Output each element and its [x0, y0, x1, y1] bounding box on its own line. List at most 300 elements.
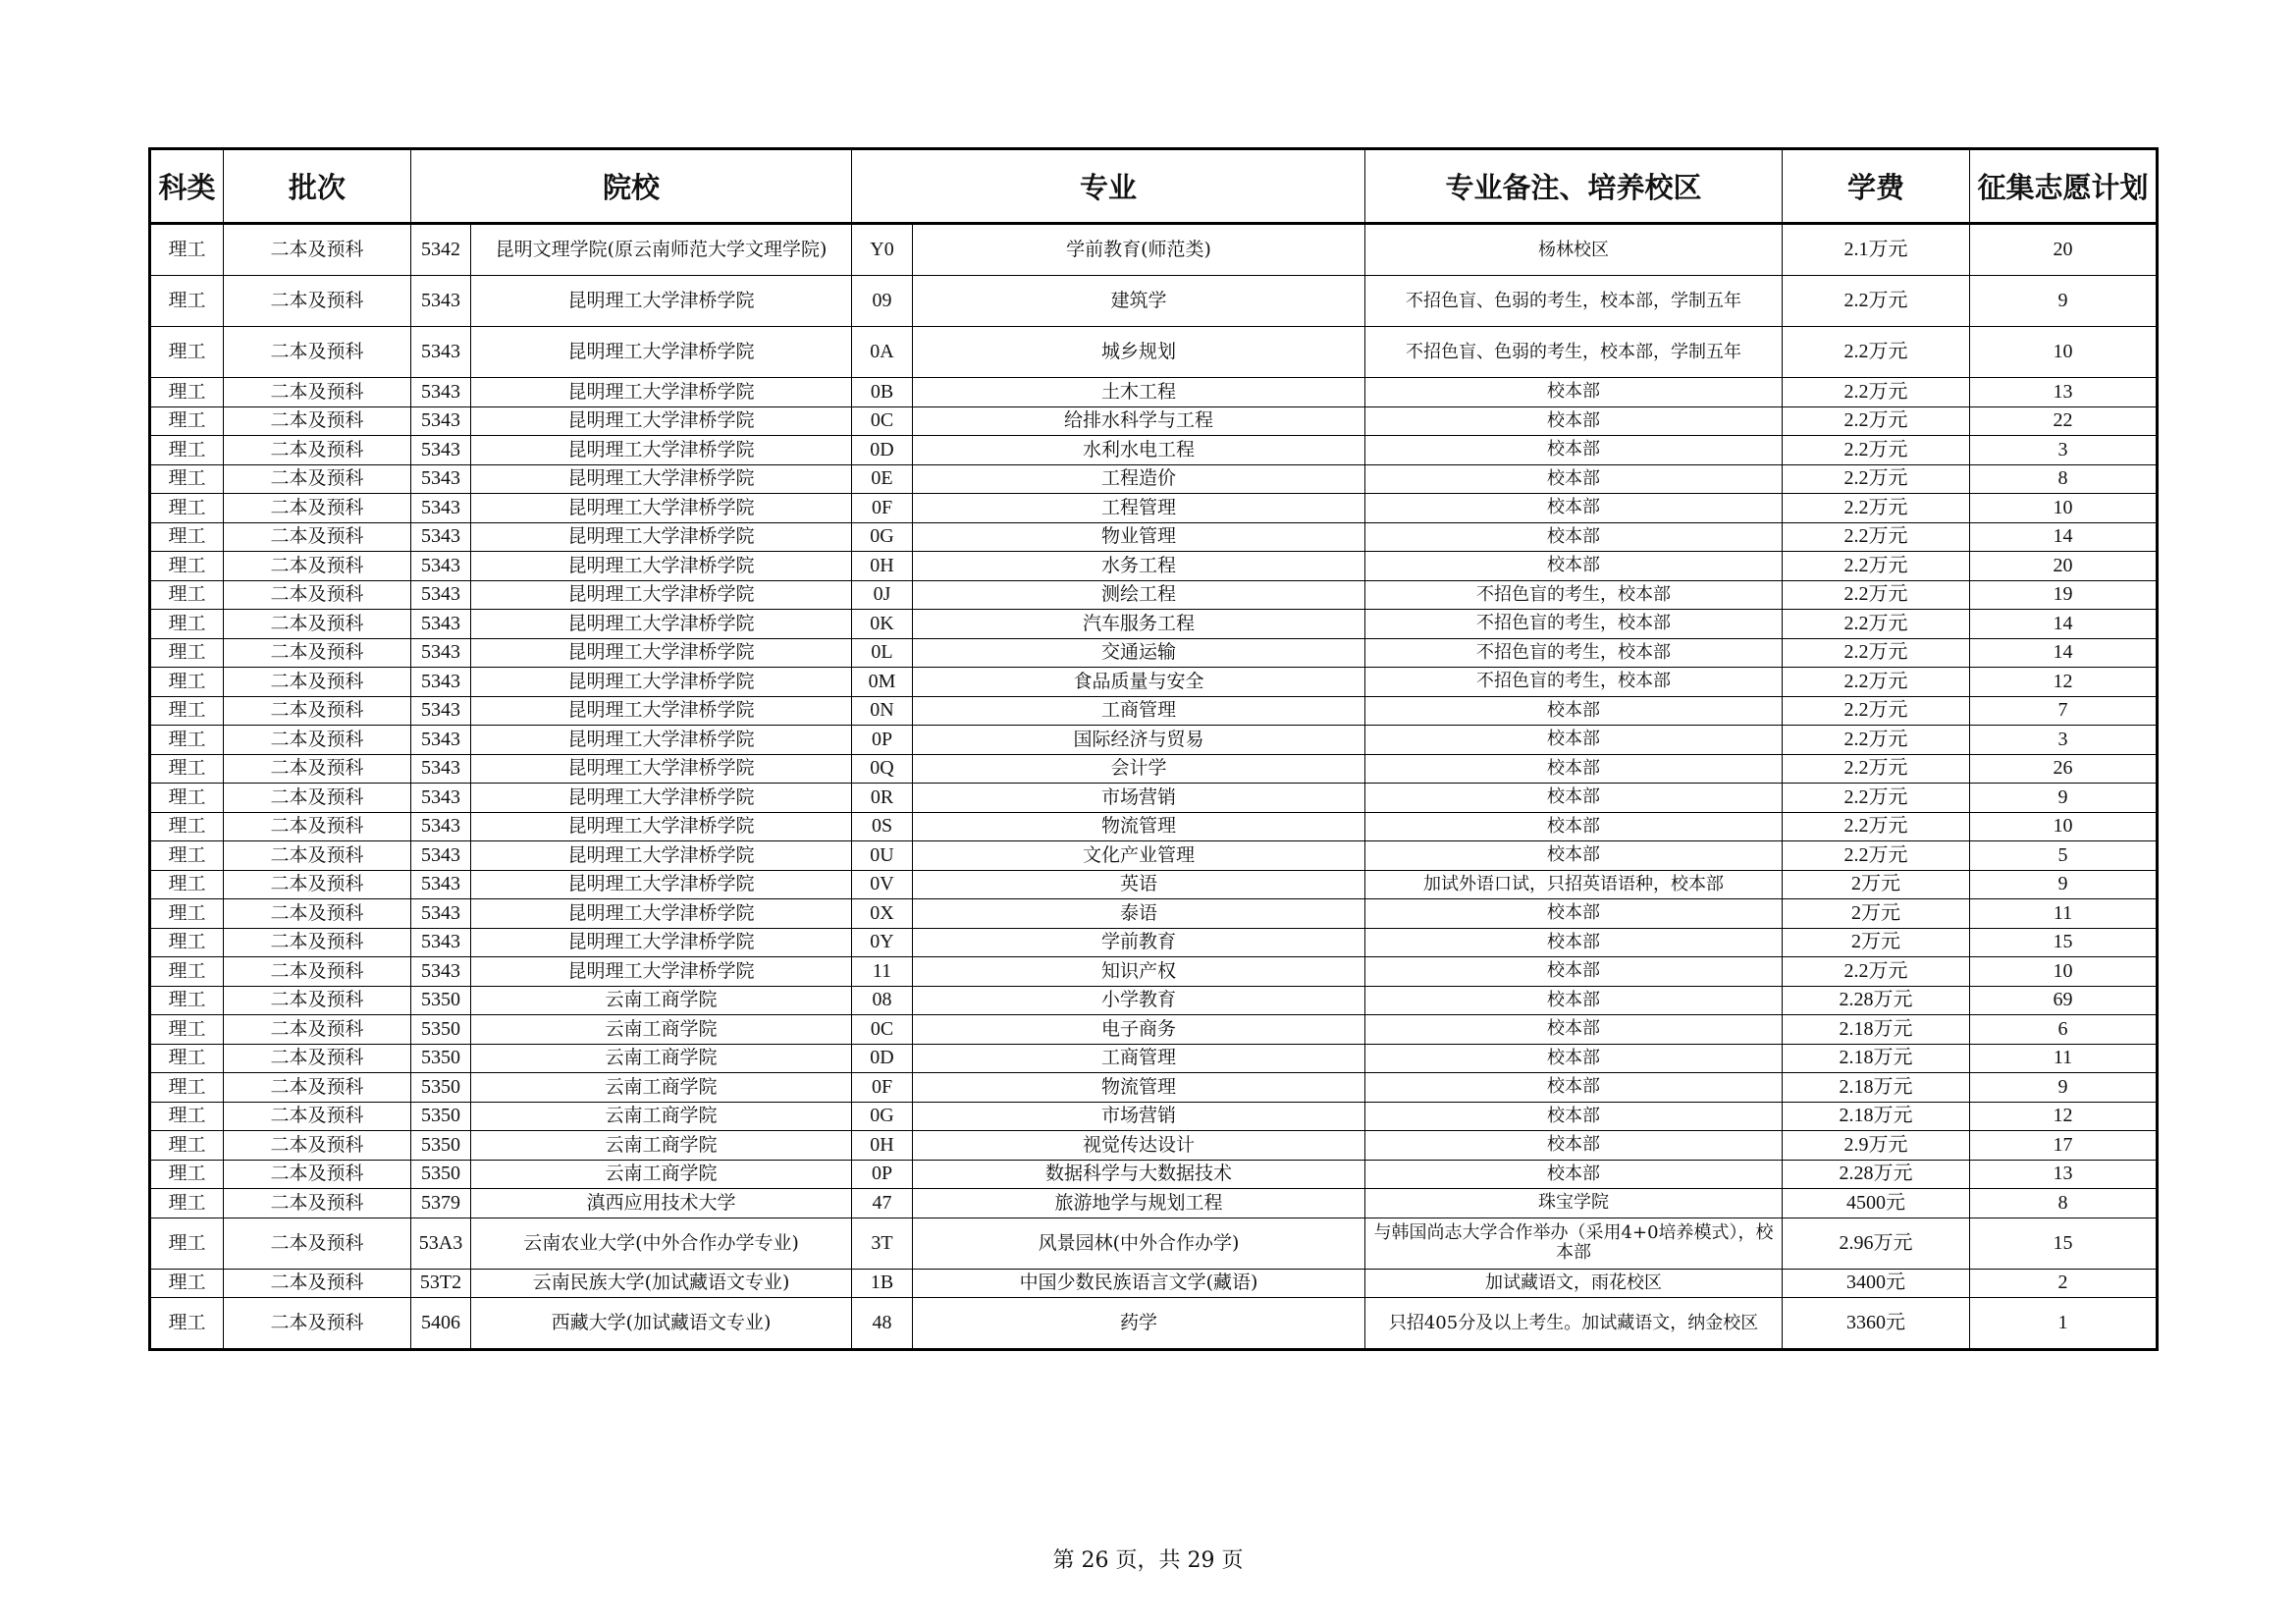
plan-count-cell: 69 [1970, 986, 2158, 1015]
major-code-cell: 0V [852, 870, 913, 899]
school-name-cell: 滇西应用技术大学 [471, 1189, 852, 1218]
table-row [150, 1160, 2158, 1189]
major-note-cell: 校本部 [1365, 464, 1783, 494]
batch-cell: 二本及预科 [224, 1160, 411, 1189]
school-code-cell: 5350 [411, 1102, 471, 1131]
header-row [150, 149, 2158, 224]
school-code-cell: 5343 [411, 696, 471, 726]
batch-cell: 二本及预科 [224, 726, 411, 755]
category-cell: 理工 [150, 1160, 224, 1189]
table-row [150, 957, 2158, 987]
school-name-cell: 云南工商学院 [471, 1044, 852, 1073]
batch-cell: 二本及预科 [224, 1269, 411, 1298]
batch-cell: 二本及预科 [224, 494, 411, 523]
major-note-cell: 不招色盲的考生，校本部 [1365, 668, 1783, 697]
table-row [150, 1131, 2158, 1161]
plan-count-cell: 14 [1970, 522, 2158, 552]
major-name-cell: 物业管理 [913, 522, 1365, 552]
tuition-cell: 2.28万元 [1783, 986, 1970, 1015]
plan-count-cell: 1 [1970, 1298, 2158, 1350]
major-name-cell: 汽车服务工程 [913, 610, 1365, 639]
major-name-cell: 建筑学 [913, 276, 1365, 327]
table-row [150, 494, 2158, 523]
tuition-cell: 2.2万元 [1783, 957, 1970, 987]
plan-count-cell: 5 [1970, 841, 2158, 871]
tuition-cell: 3400元 [1783, 1269, 1970, 1298]
table-row [150, 1269, 2158, 1298]
table-row [150, 812, 2158, 841]
plan-count-cell: 9 [1970, 1073, 2158, 1103]
school-name-cell: 昆明理工大学津桥学院 [471, 726, 852, 755]
plan-count-cell: 8 [1970, 464, 2158, 494]
tuition-cell: 2.2万元 [1783, 522, 1970, 552]
major-code-cell: 0A [852, 327, 913, 378]
batch-cell: 二本及预科 [224, 899, 411, 929]
major-name-cell: 测绘工程 [913, 580, 1365, 610]
major-name-cell: 市场营销 [913, 784, 1365, 813]
plan-count-cell: 17 [1970, 1131, 2158, 1161]
table-row [150, 552, 2158, 581]
batch-cell: 二本及预科 [224, 1189, 411, 1218]
major-code-cell: 0J [852, 580, 913, 610]
major-note-cell: 校本部 [1365, 406, 1783, 436]
major-note-cell: 校本部 [1365, 696, 1783, 726]
major-note-cell: 加试外语口试，只招英语语种，校本部 [1365, 870, 1783, 899]
category-cell: 理工 [150, 436, 224, 465]
major-code-cell: 0D [852, 1044, 913, 1073]
major-name-cell: 泰语 [913, 899, 1365, 929]
school-code-cell: 5343 [411, 436, 471, 465]
table-row [150, 899, 2158, 929]
table-row [150, 1015, 2158, 1045]
major-name-cell: 物流管理 [913, 1073, 1365, 1103]
plan-count-cell: 11 [1970, 899, 2158, 929]
major-name-cell: 中国少数民族语言文学(藏语) [913, 1269, 1365, 1298]
plan-count-cell: 13 [1970, 1160, 2158, 1189]
major-note-cell: 校本部 [1365, 754, 1783, 784]
category-cell: 理工 [150, 327, 224, 378]
batch-cell: 二本及预科 [224, 696, 411, 726]
tuition-cell: 2.18万元 [1783, 1044, 1970, 1073]
table-body [150, 224, 2158, 1350]
major-note-cell: 珠宝学院 [1365, 1189, 1783, 1218]
school-name-cell: 昆明理工大学津桥学院 [471, 899, 852, 929]
school-code-cell: 5343 [411, 668, 471, 697]
category-cell: 理工 [150, 726, 224, 755]
major-name-cell: 市场营销 [913, 1102, 1365, 1131]
table-row [150, 928, 2158, 957]
tuition-cell: 2.2万元 [1783, 668, 1970, 697]
school-code-cell: 5379 [411, 1189, 471, 1218]
major-name-cell: 电子商务 [913, 1015, 1365, 1045]
category-cell: 理工 [150, 1131, 224, 1161]
major-code-cell: 0E [852, 464, 913, 494]
major-code-cell: 0P [852, 1160, 913, 1189]
tuition-cell: 2.2万元 [1783, 638, 1970, 668]
major-code-cell: 47 [852, 1189, 913, 1218]
school-name-cell: 昆明理工大学津桥学院 [471, 464, 852, 494]
school-name-cell: 昆明理工大学津桥学院 [471, 406, 852, 436]
tuition-cell: 2.2万元 [1783, 327, 1970, 378]
school-name-cell: 昆明理工大学津桥学院 [471, 784, 852, 813]
category-cell: 理工 [150, 1044, 224, 1073]
category-cell: 理工 [150, 1102, 224, 1131]
tuition-cell: 2.2万元 [1783, 812, 1970, 841]
category-cell: 理工 [150, 638, 224, 668]
major-note-cell: 校本部 [1365, 1015, 1783, 1045]
major-name-cell: 学前教育(师范类) [913, 224, 1365, 276]
plan-count-cell: 9 [1970, 870, 2158, 899]
tuition-cell: 2.2万元 [1783, 552, 1970, 581]
major-name-cell: 风景园林(中外合作办学) [913, 1218, 1365, 1269]
table-row [150, 436, 2158, 465]
major-note-cell: 杨林校区 [1365, 224, 1783, 276]
school-code-cell: 5343 [411, 464, 471, 494]
major-note-cell: 校本部 [1365, 1160, 1783, 1189]
major-note-cell: 校本部 [1365, 552, 1783, 581]
page-number: 第 26 页，共 29 页 [1052, 1548, 1244, 1573]
table-row [150, 327, 2158, 378]
major-code-cell: 0G [852, 1102, 913, 1131]
major-note-cell: 加试藏语文，雨花校区 [1365, 1269, 1783, 1298]
school-name-cell: 云南工商学院 [471, 1015, 852, 1045]
major-code-cell: 09 [852, 276, 913, 327]
tuition-cell: 2万元 [1783, 928, 1970, 957]
tuition-cell: 2.2万元 [1783, 494, 1970, 523]
table-row [150, 638, 2158, 668]
tuition-cell: 2.2万元 [1783, 406, 1970, 436]
major-name-cell: 视觉传达设计 [913, 1131, 1365, 1161]
major-code-cell: 0N [852, 696, 913, 726]
category-cell: 理工 [150, 1015, 224, 1045]
plan-count-cell: 19 [1970, 580, 2158, 610]
plan-count-cell: 10 [1970, 957, 2158, 987]
school-code-cell: 5343 [411, 726, 471, 755]
school-name-cell: 昆明理工大学津桥学院 [471, 754, 852, 784]
header-fee: 学费 [1783, 149, 1970, 224]
plan-count-cell: 12 [1970, 1102, 2158, 1131]
plan-count-cell: 15 [1970, 1218, 2158, 1269]
batch-cell: 二本及预科 [224, 464, 411, 494]
category-cell: 理工 [150, 668, 224, 697]
plan-count-cell: 20 [1970, 552, 2158, 581]
table-row [150, 1044, 2158, 1073]
batch-cell: 二本及预科 [224, 1298, 411, 1350]
major-code-cell: 0L [852, 638, 913, 668]
batch-cell: 二本及预科 [224, 378, 411, 407]
school-code-cell: 5350 [411, 1044, 471, 1073]
batch-cell: 二本及预科 [224, 928, 411, 957]
school-code-cell: 5343 [411, 784, 471, 813]
tuition-cell: 2.2万元 [1783, 841, 1970, 871]
tuition-cell: 2.2万元 [1783, 754, 1970, 784]
major-name-cell: 交通运输 [913, 638, 1365, 668]
enrollment-plan-table [148, 147, 2159, 1351]
major-code-cell: Y0 [852, 224, 913, 276]
major-note-cell: 不招色盲的考生，校本部 [1365, 638, 1783, 668]
school-name-cell: 昆明理工大学津桥学院 [471, 957, 852, 987]
header-category: 科类 [150, 149, 224, 224]
major-note-cell: 不招色盲的考生，校本部 [1365, 610, 1783, 639]
table-row [150, 1073, 2158, 1103]
major-note-cell: 校本部 [1365, 1073, 1783, 1103]
category-cell: 理工 [150, 1073, 224, 1103]
major-note-cell: 校本部 [1365, 899, 1783, 929]
tuition-cell: 2万元 [1783, 899, 1970, 929]
school-code-cell: 5343 [411, 494, 471, 523]
header-note: 专业备注、培养校区 [1365, 149, 1783, 224]
tuition-cell: 4500元 [1783, 1189, 1970, 1218]
school-name-cell: 云南工商学院 [471, 1131, 852, 1161]
major-note-cell: 校本部 [1365, 928, 1783, 957]
table-row [150, 1189, 2158, 1218]
major-note-cell: 与韩国尚志大学合作举办（采用4+0培养模式），校本部 [1365, 1218, 1783, 1269]
tuition-cell: 2.1万元 [1783, 224, 1970, 276]
plan-count-cell: 10 [1970, 494, 2158, 523]
category-cell: 理工 [150, 870, 224, 899]
school-code-cell: 5343 [411, 378, 471, 407]
plan-count-cell: 26 [1970, 754, 2158, 784]
category-cell: 理工 [150, 1298, 224, 1350]
school-code-cell: 5343 [411, 522, 471, 552]
tuition-cell: 2万元 [1783, 870, 1970, 899]
major-note-cell: 校本部 [1365, 436, 1783, 465]
major-name-cell: 英语 [913, 870, 1365, 899]
school-name-cell: 昆明理工大学津桥学院 [471, 276, 852, 327]
school-code-cell: 5343 [411, 841, 471, 871]
major-note-cell: 校本部 [1365, 957, 1783, 987]
school-code-cell: 5350 [411, 986, 471, 1015]
major-name-cell: 工商管理 [913, 1044, 1365, 1073]
plan-count-cell: 9 [1970, 784, 2158, 813]
category-cell: 理工 [150, 754, 224, 784]
tuition-cell: 2.18万元 [1783, 1102, 1970, 1131]
major-name-cell: 物流管理 [913, 812, 1365, 841]
major-note-cell: 校本部 [1365, 522, 1783, 552]
batch-cell: 二本及预科 [224, 1073, 411, 1103]
major-name-cell: 旅游地学与规划工程 [913, 1189, 1365, 1218]
school-code-cell: 5343 [411, 610, 471, 639]
major-name-cell: 数据科学与大数据技术 [913, 1160, 1365, 1189]
major-name-cell: 工程管理 [913, 494, 1365, 523]
table-row [150, 726, 2158, 755]
major-note-cell: 校本部 [1365, 494, 1783, 523]
header-school: 院校 [411, 149, 852, 224]
category-cell: 理工 [150, 957, 224, 987]
plan-count-cell: 14 [1970, 638, 2158, 668]
school-name-cell: 云南农业大学(中外合作办学专业) [471, 1218, 852, 1269]
school-name-cell: 昆明理工大学津桥学院 [471, 812, 852, 841]
batch-cell: 二本及预科 [224, 986, 411, 1015]
batch-cell: 二本及预科 [224, 327, 411, 378]
plan-count-cell: 10 [1970, 327, 2158, 378]
school-name-cell: 昆明理工大学津桥学院 [471, 552, 852, 581]
major-code-cell: 1B [852, 1269, 913, 1298]
school-code-cell: 5343 [411, 580, 471, 610]
batch-cell: 二本及预科 [224, 841, 411, 871]
batch-cell: 二本及预科 [224, 610, 411, 639]
major-code-cell: 0P [852, 726, 913, 755]
school-name-cell: 昆明理工大学津桥学院 [471, 610, 852, 639]
major-code-cell: 0H [852, 1131, 913, 1161]
major-note-cell: 校本部 [1365, 726, 1783, 755]
plan-count-cell: 12 [1970, 668, 2158, 697]
tuition-cell: 2.96万元 [1783, 1218, 1970, 1269]
plan-count-cell: 2 [1970, 1269, 2158, 1298]
plan-count-cell: 15 [1970, 928, 2158, 957]
plan-count-cell: 7 [1970, 696, 2158, 726]
school-name-cell: 云南工商学院 [471, 1102, 852, 1131]
school-name-cell: 昆明理工大学津桥学院 [471, 378, 852, 407]
school-code-cell: 5406 [411, 1298, 471, 1350]
table-row [150, 378, 2158, 407]
major-note-cell: 校本部 [1365, 784, 1783, 813]
major-name-cell: 学前教育 [913, 928, 1365, 957]
school-code-cell: 5343 [411, 928, 471, 957]
plan-count-cell: 3 [1970, 726, 2158, 755]
school-code-cell: 53A3 [411, 1218, 471, 1269]
plan-count-cell: 14 [1970, 610, 2158, 639]
batch-cell: 二本及预科 [224, 522, 411, 552]
major-code-cell: 0R [852, 784, 913, 813]
major-code-cell: 0M [852, 668, 913, 697]
table-row [150, 1298, 2158, 1350]
table-row [150, 406, 2158, 436]
major-name-cell: 工商管理 [913, 696, 1365, 726]
table-row [150, 668, 2158, 697]
school-code-cell: 5343 [411, 327, 471, 378]
plan-count-cell: 3 [1970, 436, 2158, 465]
category-cell: 理工 [150, 928, 224, 957]
tuition-cell: 2.2万元 [1783, 784, 1970, 813]
major-code-cell: 0D [852, 436, 913, 465]
major-code-cell: 08 [852, 986, 913, 1015]
category-cell: 理工 [150, 696, 224, 726]
school-code-cell: 5343 [411, 638, 471, 668]
major-name-cell: 水利水电工程 [913, 436, 1365, 465]
major-code-cell: 0B [852, 378, 913, 407]
category-cell: 理工 [150, 610, 224, 639]
major-code-cell: 0U [852, 841, 913, 871]
table-row [150, 276, 2158, 327]
school-name-cell: 云南工商学院 [471, 1160, 852, 1189]
tuition-cell: 2.18万元 [1783, 1015, 1970, 1045]
category-cell: 理工 [150, 784, 224, 813]
school-name-cell: 西藏大学(加试藏语文专业) [471, 1298, 852, 1350]
table-row [150, 580, 2158, 610]
category-cell: 理工 [150, 406, 224, 436]
table-row [150, 841, 2158, 871]
major-name-cell: 土木工程 [913, 378, 1365, 407]
major-code-cell: 0Y [852, 928, 913, 957]
batch-cell: 二本及预科 [224, 870, 411, 899]
plan-count-cell: 10 [1970, 812, 2158, 841]
table-row [150, 464, 2158, 494]
major-name-cell: 知识产权 [913, 957, 1365, 987]
category-cell: 理工 [150, 1218, 224, 1269]
school-code-cell: 53T2 [411, 1269, 471, 1298]
category-cell: 理工 [150, 986, 224, 1015]
category-cell: 理工 [150, 224, 224, 276]
major-name-cell: 城乡规划 [913, 327, 1365, 378]
plan-count-cell: 22 [1970, 406, 2158, 436]
tuition-cell: 2.2万元 [1783, 378, 1970, 407]
major-code-cell: 0Q [852, 754, 913, 784]
batch-cell: 二本及预科 [224, 754, 411, 784]
major-note-cell: 校本部 [1365, 1044, 1783, 1073]
major-name-cell: 给排水科学与工程 [913, 406, 1365, 436]
major-note-cell: 不招色盲、色弱的考生，校本部，学制五年 [1365, 327, 1783, 378]
batch-cell: 二本及预科 [224, 1044, 411, 1073]
category-cell: 理工 [150, 812, 224, 841]
school-code-cell: 5343 [411, 406, 471, 436]
tuition-cell: 2.2万元 [1783, 464, 1970, 494]
batch-cell: 二本及预科 [224, 784, 411, 813]
category-cell: 理工 [150, 378, 224, 407]
school-name-cell: 昆明理工大学津桥学院 [471, 327, 852, 378]
plan-count-cell: 11 [1970, 1044, 2158, 1073]
plan-count-cell: 8 [1970, 1189, 2158, 1218]
school-code-cell: 5342 [411, 224, 471, 276]
table-row [150, 870, 2158, 899]
major-name-cell: 药学 [913, 1298, 1365, 1350]
major-code-cell: 0G [852, 522, 913, 552]
school-code-cell: 5350 [411, 1160, 471, 1189]
major-note-cell: 校本部 [1365, 812, 1783, 841]
tuition-cell: 2.2万元 [1783, 580, 1970, 610]
table-row [150, 610, 2158, 639]
category-cell: 理工 [150, 1189, 224, 1218]
tuition-cell: 2.2万元 [1783, 436, 1970, 465]
batch-cell: 二本及预科 [224, 580, 411, 610]
category-cell: 理工 [150, 841, 224, 871]
major-note-cell: 不招色盲、色弱的考生，校本部，学制五年 [1365, 276, 1783, 327]
major-note-cell: 校本部 [1365, 986, 1783, 1015]
category-cell: 理工 [150, 522, 224, 552]
tuition-cell: 2.2万元 [1783, 726, 1970, 755]
major-name-cell: 工程造价 [913, 464, 1365, 494]
school-name-cell: 云南工商学院 [471, 986, 852, 1015]
major-code-cell: 0X [852, 899, 913, 929]
table-row [150, 1218, 2158, 1269]
batch-cell: 二本及预科 [224, 1218, 411, 1269]
major-code-cell: 0C [852, 1015, 913, 1045]
school-code-cell: 5350 [411, 1015, 471, 1045]
category-cell: 理工 [150, 552, 224, 581]
table-row [150, 224, 2158, 276]
school-name-cell: 昆明理工大学津桥学院 [471, 580, 852, 610]
major-note-cell: 校本部 [1365, 1131, 1783, 1161]
major-code-cell: 0S [852, 812, 913, 841]
major-name-cell: 食品质量与安全 [913, 668, 1365, 697]
tuition-cell: 2.2万元 [1783, 696, 1970, 726]
category-cell: 理工 [150, 494, 224, 523]
batch-cell: 二本及预科 [224, 668, 411, 697]
school-code-cell: 5350 [411, 1073, 471, 1103]
major-note-cell: 校本部 [1365, 1102, 1783, 1131]
category-cell: 理工 [150, 1269, 224, 1298]
school-code-cell: 5343 [411, 899, 471, 929]
batch-cell: 二本及预科 [224, 957, 411, 987]
major-code-cell: 11 [852, 957, 913, 987]
school-name-cell: 昆明理工大学津桥学院 [471, 928, 852, 957]
major-name-cell: 小学教育 [913, 986, 1365, 1015]
school-name-cell: 昆明理工大学津桥学院 [471, 841, 852, 871]
tuition-cell: 2.28万元 [1783, 1160, 1970, 1189]
school-name-cell: 昆明文理学院(原云南师范大学文理学院) [471, 224, 852, 276]
table-row [150, 1102, 2158, 1131]
header-batch: 批次 [224, 149, 411, 224]
